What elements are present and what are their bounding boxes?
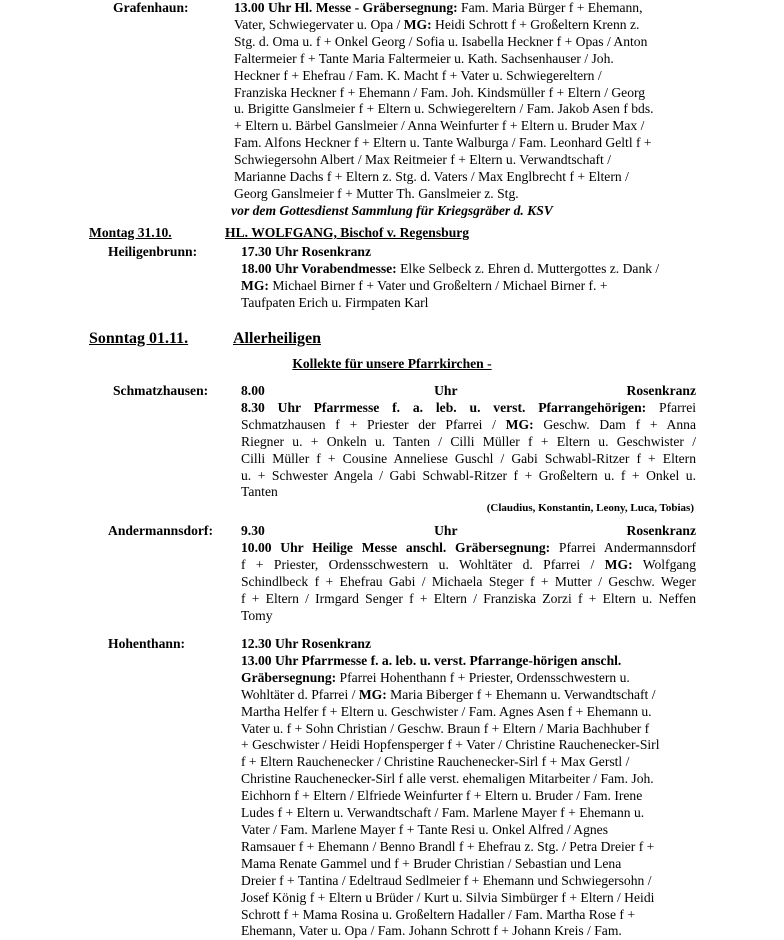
entry-line-text: Dreier f + Tantina / Edeltraud Sedlmeier f + Ehemann und Schwiegersohn / (241, 872, 652, 888)
entry-line-text: Elke Selbeck z. Ehren d. Muttergottes z. Dank / (396, 260, 660, 276)
entry-line-text: Schmatzhausen f + Priester der Pfarrei / (241, 416, 506, 432)
entry-line-text: Riegner u. + Onkeln u. Tanten / Cilli Müller f + Eltern u. Geschwister / (241, 433, 696, 449)
entry-line-text: + Geschwister / Heidi Hopfensperger f + Vater / Christine Rauchenecker-Sirl (241, 737, 660, 753)
entry-line-text: Ludes f + Eltern u. Verwandtschaft / Fam. Marlene Mayer f + Ehemann u. (241, 805, 645, 821)
entry-line (241, 923, 659, 940)
entry-line (241, 890, 659, 907)
entry-line-text: Marianne Dachs f + Eltern z. Stg. d. Vaters / Max Englbrecht f + Eltern / (234, 169, 629, 185)
entry-line (241, 805, 659, 822)
entry-line-text: f + Eltern Rauchenecker / Christine Rauchenecker-Sirl f + Max Gerstl / (241, 754, 630, 770)
entry-line (241, 907, 659, 924)
collection-note-ksv: vor dem Gottesdienst Sammlung für Kriegsgräber d. KSV (231, 203, 553, 218)
entry-line-text: Michael Birner f + Vater und Großeltern / Michael Birner f. + (268, 277, 608, 293)
entry-line (241, 670, 659, 687)
entry-line-text: Maria Biberger f + Ehemann u. Verwandtschaft / (386, 686, 656, 702)
entry-line-text: Ehemann, Vater u. Opa / Fam. Johann Schrott f + Johann Kreis / Fam. (241, 923, 622, 939)
entry-line-text: Schrott f + Mama Rosina u. Großeltern Hadaller / Fam. Martha Rose f + (241, 906, 635, 922)
entry-line-text: Faltermeier f + Tante Maria Faltermeier u. Kath. Sachsenhauser / Joh. (234, 50, 614, 66)
entry-schmatzhausen (241, 383, 696, 501)
entry-line (234, 186, 654, 203)
collection-note: Kollekte für unsere Pfarrkirchen - (292, 356, 492, 371)
entry-line (234, 0, 654, 17)
entry-line-text: u. + Schwester Angela / Gabi Schwabl-Ritzer f + Großeltern u. f + Onkel u. (241, 467, 696, 483)
entry-line (241, 822, 659, 839)
entry-line-text: + Eltern u. Bärbel Ganslmeier / Anna Weinfurter f + Eltern u. Bruder Max / (234, 118, 645, 134)
location-label-hohenthann: Hohenthann: (108, 636, 186, 651)
feast-sunday: Allerheiligen (233, 330, 321, 347)
entry-line (234, 34, 654, 51)
day-date-sunday: Sonntag 01.11. (89, 330, 189, 347)
entry-line-text: Pfarrei Hohenthann f + Priester, Ordensschwestern u. (336, 669, 630, 685)
entry-line-bold: 8.00 Uhr Rosenkranz (241, 383, 696, 398)
entry-line-bold: MG: (241, 277, 269, 293)
entry-line (241, 451, 696, 468)
entry-line (241, 704, 659, 721)
entry-line (241, 591, 696, 608)
entry-line-text: Fam. Alfons Heckner f + Eltern u. Tante Walburga / Fam. Leonhard Geltl f + (234, 135, 652, 151)
location-label-grafenhaun: Grafenhaun: (113, 0, 189, 15)
entry-line-text: Geschw. Dam f + Anna (533, 416, 696, 432)
entry-line (241, 856, 659, 873)
entry-line (234, 152, 654, 169)
entry-line (241, 417, 696, 434)
entry-line (234, 118, 654, 135)
entry-line-text: Schindlbeck f + Ehefrau Gabi / Michaela Steger f + Mutter / Geschw. Weger (241, 573, 696, 589)
entry-line-text: Heidi Schrott f + Großeltern Krenn z. (431, 16, 640, 32)
entry-line (241, 608, 696, 625)
entry-line-text: Ramsauer f + Ehemann / Benno Brandl f + Ehefrau z. Stg. / Petra Dreier f + (241, 838, 655, 854)
feast-monday: HL. WOLFGANG, Bischof v. Regensburg (225, 225, 470, 240)
entry-line (241, 737, 659, 754)
entry-line (241, 557, 696, 574)
entry-line (241, 383, 696, 400)
entry-line-text: Josef König f + Eltern u Brüder / Kurt u. Silvia Simbürger f + Eltern / Heidi (241, 889, 655, 905)
day-date-monday: Montag 31.10. (89, 225, 172, 240)
entry-line (241, 653, 659, 670)
entry-line-bold: 13.00 Uhr Hl. Messe - Gräbersegnung: (234, 0, 458, 15)
entry-line-text: f + Priester, Ordensschwestern u. Wohltäter d. Pfarrei / (241, 556, 605, 572)
entry-hohenthann (241, 636, 659, 940)
entry-line (234, 17, 654, 34)
entry-line-text: Schwiegersohn Albert / Max Reitmeier f + Eltern u. Verwandtschaft / (234, 152, 611, 168)
entry-line (241, 636, 659, 653)
entry-line (234, 135, 654, 152)
entry-line (241, 839, 659, 856)
entry-line-bold: 9.30 Uhr Rosenkranz (241, 523, 696, 538)
entry-line (241, 771, 659, 788)
entry-line-text: u. Brigitte Ganslmeier f + Eltern u. Schwiegereltern / Fam. Jakob Asen f bds. (234, 101, 654, 117)
entry-line (241, 754, 659, 771)
entry-line-text: Wolfgang (632, 556, 696, 572)
entry-line-bold: Gräbersegnung: (241, 669, 337, 685)
entry-line-text: Taufpaten Erich u. Firmpaten Karl (241, 294, 429, 310)
entry-line (234, 85, 654, 102)
entry-line-bold: 10.00 Uhr Heilige Messe anschl. Gräbersegnung: (241, 539, 551, 555)
entry-line (241, 721, 659, 738)
entry-line-text: Vater / Fam. Marlene Mayer f + Tante Resi u. Onkel Alfred / Agnes (241, 821, 608, 837)
location-label-andermannsdorf: Andermannsdorf: (108, 523, 213, 538)
entry-line (234, 51, 654, 68)
entry-line (241, 873, 659, 890)
entry-line (241, 788, 659, 805)
entry-line (241, 400, 696, 417)
entry-line (241, 574, 696, 591)
entry-line-text: Tanten (241, 484, 278, 500)
ministrants-list: (Claudius, Konstantin, Leony, Luca, Tobias) (486, 502, 694, 514)
entry-line-bold: 13.00 Uhr Pfarrmesse f. a. leb. u. verst. Pfarrange-hörigen anschl. (241, 652, 622, 668)
entry-line (241, 295, 659, 312)
entry-line-text: Pfarrei (646, 399, 697, 415)
entry-line-text: Pfarrei Andermannsdorf (550, 539, 696, 555)
entry-line-text: Franziska Heckner f + Ehemann / Fam. Joh. Kindsmüller f + Eltern / Georg (234, 84, 646, 100)
entry-heiligenbrunn (241, 244, 659, 312)
entry-line-text: Cilli Müller f + Cousine Anneliese Guschl / Gabi Schwabl-Ritzer f + Eltern (241, 450, 696, 466)
entry-line-bold: 8.30 Uhr Pfarrmesse f. a. leb. u. verst. Pfarrangehörigen: (241, 399, 647, 415)
entry-line (241, 540, 696, 557)
entry-line-bold: 17.30 Uhr Rosenkranz (241, 244, 372, 259)
entry-line-text: f + Eltern / Irmgard Senger f + Eltern / Franziska Zorzi f + Eltern u. Neffen (241, 590, 696, 606)
entry-line-bold: MG: (358, 686, 387, 702)
entry-line-bold: 18.00 Uhr Vorabendmesse: (241, 260, 397, 276)
entry-line-text: Fam. Maria Bürger f + Ehemann, (457, 0, 643, 15)
entry-andermannsdorf (241, 523, 696, 624)
entry-line-text: Wohltäter d. Pfarrei / (241, 686, 359, 702)
entry-line (241, 468, 696, 485)
entry-line (234, 169, 654, 186)
entry-line (234, 101, 654, 118)
entry-line-text: Tomy (241, 607, 273, 623)
entry-line-text: Mama Renate Gammel und f + Bruder Christian / Sebastian und Lena (241, 855, 622, 871)
entry-line-text: Heckner f + Ehefrau / Fam. K. Macht f + Vater u. Schwiegereltern / (234, 67, 602, 83)
entry-line-text: Eichhorn f + Eltern / Elfriede Weinfurter f + Eltern u. Bruder / Fam. Irene (241, 788, 643, 804)
entry-line-text: Martha Helfer f + Eltern u. Geschwister / Fam. Agnes Asen f + Ehemann u. (241, 703, 652, 719)
entry-line (241, 244, 659, 261)
entry-line-bold: MG: (604, 556, 633, 572)
location-label-heiligenbrunn: Heiligenbrunn: (108, 244, 198, 259)
entry-line-text: Vater, Schwiegervater u. Opa / (234, 16, 404, 32)
entry-line (241, 434, 696, 451)
entry-line-text: Stg. d. Oma u. f + Onkel Georg / Sofia u. Isabella Heckner f + Opas / Anton (234, 33, 648, 49)
entry-line-bold: MG: (403, 16, 432, 32)
entry-line (241, 484, 696, 501)
entry-line-text: Vater u. f + Sohn Christian / Geschw. Braun f + Eltern / Maria Bachhuber f (241, 720, 650, 736)
entry-line-bold: 12.30 Uhr Rosenkranz (241, 636, 372, 651)
entry-line-text: Christine Rauchenecker-Sirl f alle verst. ehemaligen Mitarbeiter / Fam. Joh. (241, 771, 654, 787)
entry-line (241, 523, 696, 540)
location-label-schmatzhausen: Schmatzhausen: (113, 383, 209, 398)
entry-line (234, 68, 654, 85)
entry-grafenhaun (234, 0, 654, 203)
entry-line (241, 687, 659, 704)
entry-line-bold: MG: (505, 416, 534, 432)
entry-line (241, 261, 659, 278)
entry-line (241, 278, 659, 295)
entry-line-text: Georg Ganslmeier f + Mutter Th. Ganslmeier z. Stg. (234, 185, 519, 201)
